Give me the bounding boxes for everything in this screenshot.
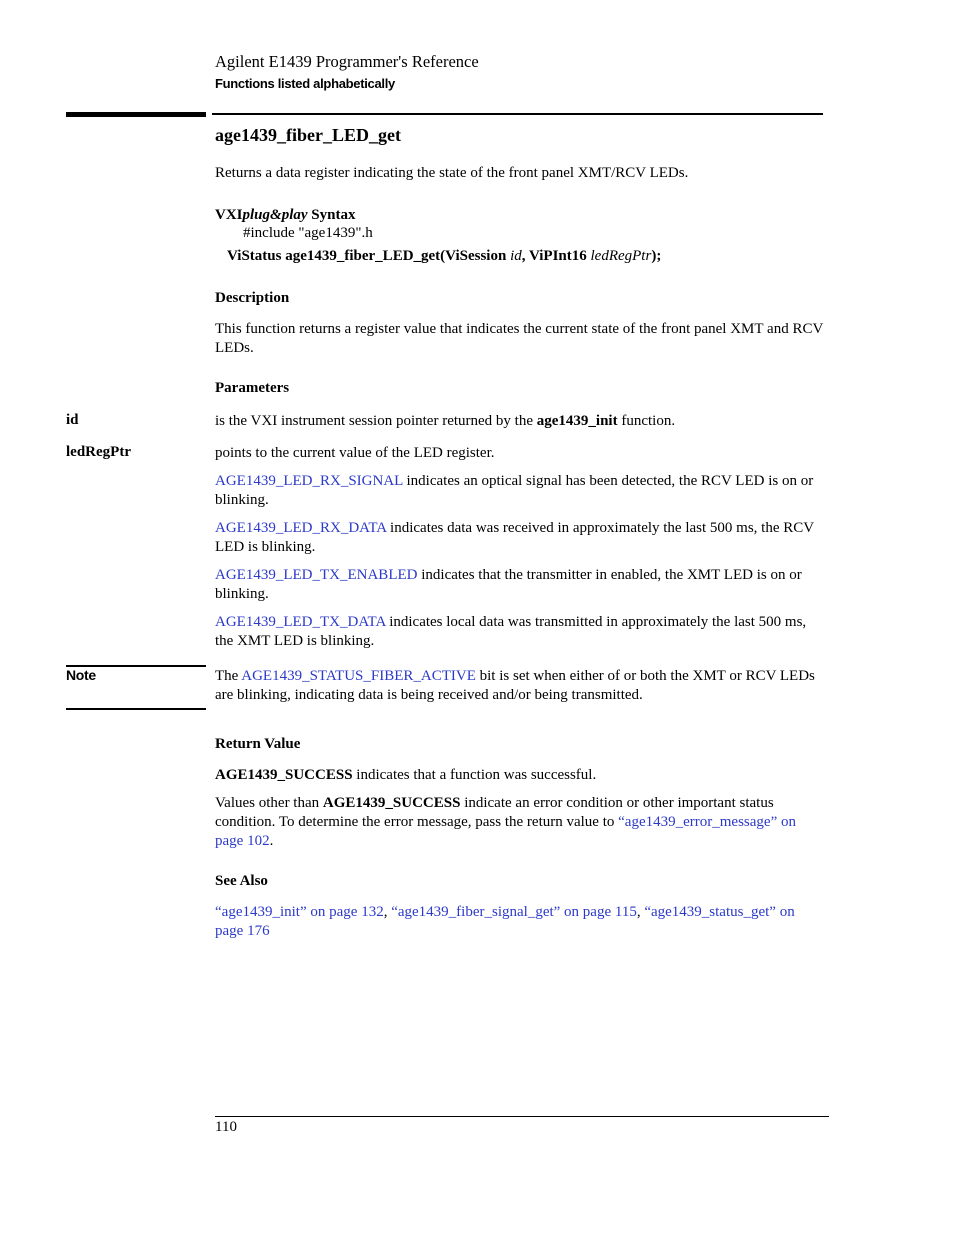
led-item-tx-enabled <box>215 566 825 604</box>
function-summary: Returns a data register indicating the state of the front panel XMT/RCV LEDs. <box>215 165 689 181</box>
led-item-text: indicates data was received in approximately the last 500 ms, the RCV LED is blinking. <box>215 520 814 555</box>
signature-param-ledregptr: ledRegPtr <box>590 248 652 264</box>
led-item-text: indicates local data was transmitted in approximately the last 500 ms, the XMT LED is blinking. <box>215 614 807 649</box>
running-header-subtitle: Functions listed alphabetically <box>215 76 395 91</box>
led-item-rx-signal <box>215 472 825 510</box>
syntax-heading-italic: plug&play <box>242 207 308 223</box>
signature-part-1: ViStatus age1439_fiber_LED_get(ViSession <box>227 248 511 264</box>
other-success-constant: AGE1439_SUCCESS <box>322 795 461 811</box>
link-status-fiber-active[interactable]: AGE1439_STATUS_FIBER_ACTIVE <box>241 668 476 684</box>
success-constant: AGE1439_SUCCESS <box>215 767 353 783</box>
note-label: Note <box>66 667 96 683</box>
signature-part-3: ); <box>651 248 662 264</box>
see-also-separator: , <box>383 904 392 920</box>
signature-part-2: , ViPInt16 <box>521 248 591 264</box>
see-also-links <box>215 903 825 941</box>
other-text-mid: indicate an error condition or other important status condition. To determine the error message, pass the return value to <box>215 795 774 830</box>
description-text: This function returns a register value that indicates the current state of the front panel XMT and RCV LEDs. <box>215 321 824 356</box>
note-text <box>215 667 825 705</box>
return-value-heading: Return Value <box>215 736 301 752</box>
syntax-heading <box>215 207 355 224</box>
param-description-ledregptr: points to the current value of the LED register. <box>215 445 495 461</box>
param-description-id <box>215 412 825 431</box>
led-item-rx-data <box>215 519 825 557</box>
see-also-separator: , <box>636 904 645 920</box>
led-item-tx-data <box>215 613 825 651</box>
link-fiber-signal-get[interactable]: “age1439_fiber_signal_get” on page 115 <box>391 904 637 920</box>
return-value-success <box>215 766 825 785</box>
link-error-message[interactable]: “age1439_error_message” on page 102 <box>215 814 796 849</box>
note-text-after: bit is set when either of or both the XMT or RCV LEDs are blinking, indicating data is being received and/or being transmitted. <box>215 668 815 703</box>
see-also-heading: See Also <box>215 873 268 889</box>
header-rule-thin <box>212 113 823 115</box>
signature-param-id: id <box>510 248 522 264</box>
page-number: 110 <box>215 1119 237 1135</box>
led-item-text: indicates an optical signal has been detected, the RCV LED is on or blinking. <box>215 473 814 508</box>
description-heading: Description <box>215 290 290 306</box>
link-led-tx-enabled[interactable]: AGE1439_LED_TX_ENABLED <box>215 567 418 583</box>
header-rule-thick <box>66 112 206 117</box>
syntax-include: #include "age1439".h <box>243 225 373 241</box>
success-text: indicates that a function was successful. <box>352 767 597 783</box>
link-led-rx-data[interactable]: AGE1439_LED_RX_DATA <box>215 520 387 536</box>
return-value-other <box>215 794 825 851</box>
param-label-id: id <box>66 412 79 428</box>
link-age1439-init[interactable]: “age1439_init” on page 132 <box>215 904 384 920</box>
note-rule-bottom <box>66 708 206 710</box>
link-led-tx-data[interactable]: AGE1439_LED_TX_DATA <box>215 614 386 630</box>
param-id-function-ref: age1439_init <box>536 413 618 429</box>
syntax-heading-suffix: Syntax <box>307 207 356 223</box>
param-id-text-after: function. <box>617 413 676 429</box>
syntax-signature <box>227 248 661 265</box>
param-id-text-before: is the VXI instrument session pointer returned by the <box>215 413 537 429</box>
param-label-ledregptr: ledRegPtr <box>66 444 131 460</box>
link-led-rx-signal[interactable]: AGE1439_LED_RX_SIGNAL <box>215 473 403 489</box>
footer-rule <box>215 1116 829 1117</box>
function-title: age1439_fiber_LED_get <box>215 125 401 145</box>
led-item-text: indicates that the transmitter in enabled, the XMT LED is on or blinking. <box>215 567 802 602</box>
syntax-heading-prefix: VXI <box>215 207 243 223</box>
link-status-get[interactable]: “age1439_status_get” on page 176 <box>215 904 795 939</box>
other-text-end: . <box>269 833 274 849</box>
note-text-before: The <box>215 668 242 684</box>
other-text-before: Values other than <box>215 795 323 811</box>
running-header-title: Agilent E1439 Programmer's Reference <box>215 52 479 71</box>
parameters-heading: Parameters <box>215 380 290 396</box>
